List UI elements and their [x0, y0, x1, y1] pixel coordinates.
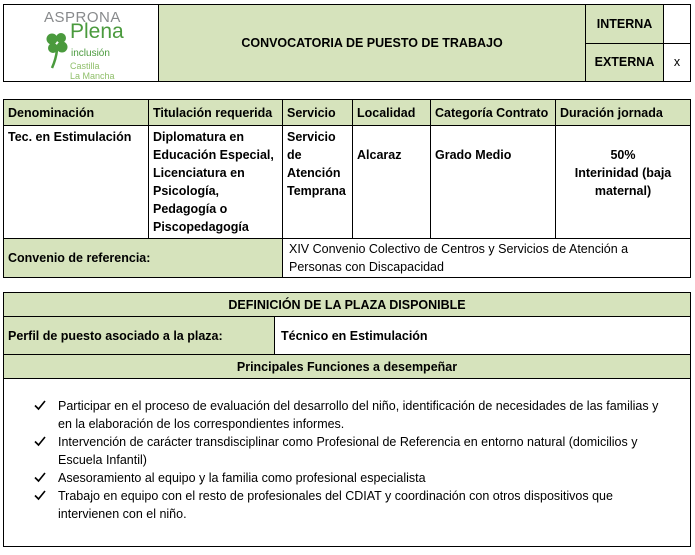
funciones-title: Principales Funciones a desempeñar — [4, 355, 691, 379]
convenio-label — [4, 239, 283, 278]
funcion-text: Participar en el proceso de evaluación del desarrollo del niño, identificación de necesidades de las familias y en la elaboración de los correspondientes informes. — [58, 399, 659, 431]
list-item — [34, 433, 666, 469]
convenio-label-text: Convenio de referencia: — [8, 251, 151, 265]
col-header-servicio: Servicio — [283, 100, 353, 126]
job-table-header-row — [4, 100, 691, 126]
convenio-row — [4, 239, 691, 278]
list-item — [34, 487, 666, 523]
logo-cell — [4, 5, 159, 82]
duracion-detail: Interinidad (baja maternal) — [574, 166, 672, 198]
col-header-localidad: Localidad — [353, 100, 431, 126]
logo-brand: ASPRONA — [44, 9, 121, 26]
perfil-value: Técnico en Estimulación — [275, 317, 691, 355]
funcion-text: Intervención de carácter transdisciplinar como Profesional de Referencia en entorno natural (domicilios y Escuela Infantil) — [58, 435, 638, 467]
perfil-label: Perfil de puesto asociado a la plaza: — [4, 317, 275, 355]
option-externa-label: EXTERNA — [586, 43, 664, 82]
funciones-cell — [4, 379, 691, 547]
cell-categoria: Grado Medio — [431, 126, 556, 239]
funcion-text: Asesoramiento al equipo y la familia como profesional especialista — [58, 471, 426, 485]
logo-region-line1: Castilla — [70, 61, 100, 71]
funciones-list — [34, 397, 666, 523]
duracion-percent: 50% — [610, 148, 636, 162]
clover-icon — [44, 31, 70, 71]
col-header-denominacion: Denominación — [4, 100, 149, 126]
checkmark-icon — [34, 398, 46, 416]
asprona-logo — [4, 5, 159, 81]
definition-table — [3, 292, 691, 547]
logo-region-line2: La Mancha — [70, 71, 115, 81]
document-title: CONVOCATORIA DE PUESTO DE TRABAJO — [159, 5, 586, 82]
cell-localidad: Alcaraz — [353, 126, 431, 239]
list-item — [34, 469, 666, 487]
convenio-value: XIV Convenio Colectivo de Centros y Servicios de Atención a Personas con Discapacidad — [283, 239, 691, 278]
cell-denominacion: Tec. en Estimulación — [4, 126, 149, 239]
checkmark-icon — [34, 488, 46, 506]
option-interna-checkbox[interactable] — [664, 5, 691, 44]
option-externa-checkbox[interactable]: x — [664, 43, 691, 82]
option-interna-label: INTERNA — [586, 5, 664, 44]
logo-inclusion: inclusión — [71, 48, 110, 59]
col-header-titulacion: Titulación requerida — [149, 100, 283, 126]
list-item — [34, 397, 666, 433]
checkmark-icon — [34, 470, 46, 488]
checkmark-icon — [34, 434, 46, 452]
col-header-categoria: Categoría Contrato — [431, 100, 556, 126]
col-header-duracion: Duración jornada — [556, 100, 691, 126]
cell-duracion — [556, 126, 691, 239]
logo-plena: Plena — [70, 20, 124, 43]
definition-title: DEFINICIÓN DE LA PLAZA DISPONIBLE — [4, 293, 691, 317]
cell-servicio: Servicio de Atención Temprana — [283, 126, 353, 239]
funcion-text: Trabajo en equipo con el resto de profesionales del CDIAT y coordinación con otros dispositivos que intervienen con el niño. — [58, 489, 613, 521]
header-table — [3, 4, 691, 82]
table-row — [4, 126, 691, 239]
cell-titulacion: Diplomatura en Educación Especial, Licenciatura en Psicología, Pedagogía o Piscopedagogía — [149, 126, 283, 239]
job-table — [3, 99, 691, 278]
